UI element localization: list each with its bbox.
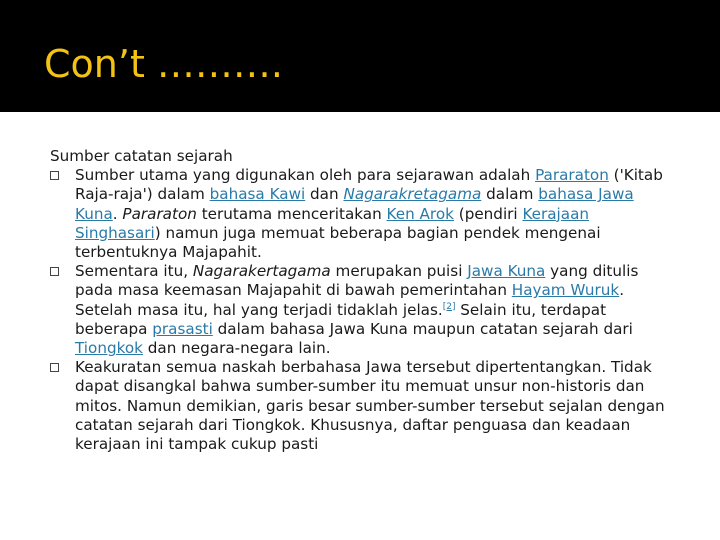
italic-term: Pararaton: [122, 204, 197, 223]
body-text: dalam: [481, 185, 539, 204]
link-prasasti[interactable]: prasasti: [152, 319, 213, 338]
slide-body: [50, 147, 670, 454]
body-text: Sumber utama yang digunakan oleh para sejarawan adalah: [75, 166, 536, 185]
body-text: Selain itu, terdapat beberapa: [75, 300, 607, 338]
body-text: Keakuratan semua naskah berbahasa Jawa tersebut dipertentangkan. Tidak dapat disangkal bahwa sumber-sumber itu memuat unsur non-historis dan mitos. Namun demikian, garis besar sumber-sumber tersebut sejalan dengan catatan sejarah dari Tiongkok. Khususnya, daftar penguasa dan keadaan kerajaan ini tampak cukup pasti: [75, 358, 665, 454]
reference-link[interactable]: [2]: [442, 301, 456, 312]
body-text: dan negara-negara lain.: [142, 339, 331, 358]
body-text: ('Kitab Raja-raja') dalam: [75, 166, 663, 204]
section-heading: Sumber catatan sejarah: [50, 147, 233, 165]
link-bahasa-jawa-kuna[interactable]: bahasa Jawa Kuna: [75, 185, 634, 223]
link-pararaton[interactable]: Pararaton: [535, 166, 609, 185]
body-text: (pendiri: [453, 204, 523, 223]
slide-title: Con’t ……….: [44, 42, 284, 86]
bullet-list: [50, 166, 670, 454]
body-text: yang ditulis pada masa keemasan Majapahit di bawah pemerintahan: [75, 262, 639, 300]
body-text: dan: [305, 185, 344, 204]
bullet-box-icon: [50, 267, 59, 276]
body-text: Sementara itu,: [75, 262, 193, 281]
link-hayam-wuruk[interactable]: Hayam Wuruk: [511, 281, 620, 300]
title-bar: [0, 0, 720, 112]
link-ken-arok[interactable]: Ken Arok: [386, 204, 454, 223]
list-item: [50, 166, 670, 262]
body-text: .: [112, 204, 123, 223]
link-tiongkok[interactable]: Tiongkok: [75, 339, 143, 358]
body-text: . Setelah masa itu, hal yang terjadi tidaklah jelas.: [75, 281, 625, 319]
link-kerajaan-singhasari[interactable]: Kerajaan Singhasari: [75, 204, 590, 242]
body-text: dalam bahasa Jawa Kuna maupun catatan sejarah dari: [212, 319, 633, 338]
body-text: ) namun juga memuat beberapa bagian pendek mengenai terbentuknya Majapahit.: [75, 223, 601, 262]
body-text: merupakan puisi: [330, 262, 468, 281]
link-bahasa-kawi[interactable]: bahasa Kawi: [209, 185, 306, 204]
bullet-box-icon: [50, 363, 59, 372]
list-item: [50, 358, 670, 454]
list-item: [50, 262, 670, 358]
link-jawa-kuna[interactable]: Jawa Kuna: [467, 262, 546, 281]
link-nagarakretagama[interactable]: [343, 185, 481, 203]
link-label: Nagarakretagama: [343, 185, 482, 204]
italic-term: Nagarakertagama: [192, 262, 331, 281]
body-text: terutama menceritakan: [196, 204, 387, 223]
bullet-box-icon: [50, 171, 59, 180]
